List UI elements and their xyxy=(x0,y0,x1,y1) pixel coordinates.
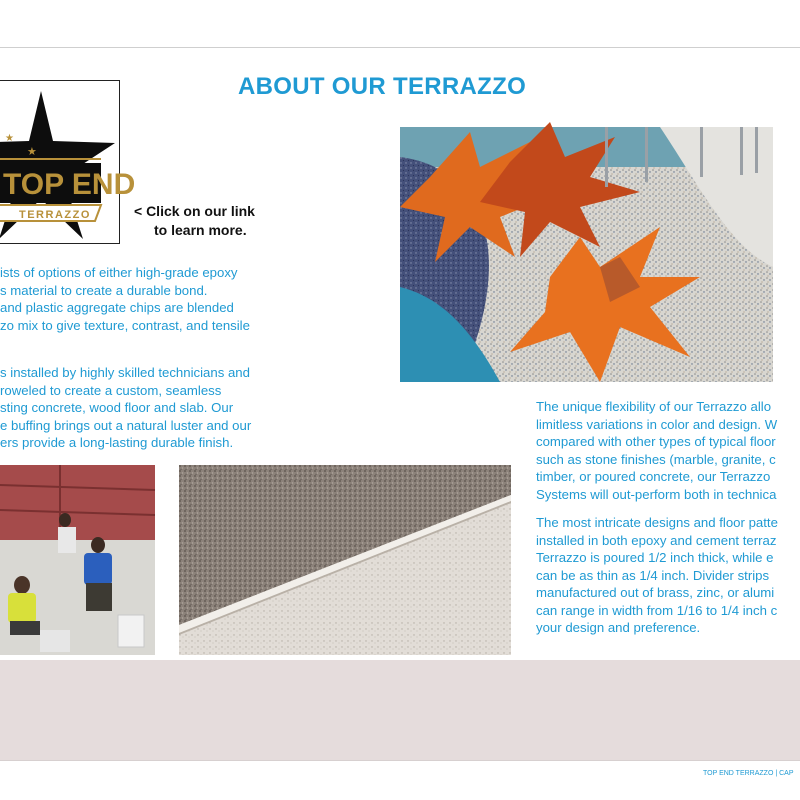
right-paragraph-2 xyxy=(536,514,778,637)
text-line: manufactured out of brass, zinc, or alumi xyxy=(536,585,775,600)
logo-title: TOP END xyxy=(3,168,136,201)
text-line: ists of options of either high-grade epoxy xyxy=(0,265,238,280)
text-line: The unique flexibility of our Terrazzo allo xyxy=(536,399,772,414)
star-logo-icon xyxy=(0,81,136,243)
text-line: Systems will out-perform both in technica xyxy=(536,486,777,502)
footer-divider xyxy=(0,760,800,761)
text-line: e buffing brings out a natural luster and our xyxy=(0,417,252,433)
text-line: such as stone finishes (marble, granite, c xyxy=(536,451,776,467)
text-line: compared with other types of typical floor xyxy=(536,434,776,449)
text-line: s installed by highly skilled technicians and xyxy=(0,365,250,380)
text-line: can range in width from 1/16 to 1/4 inch c xyxy=(536,602,778,618)
text-line: can be as thin as 1/4 inch. Divider strips xyxy=(536,567,770,583)
bottom-band xyxy=(0,660,800,760)
text-line: zo mix to give texture, contrast, and tensile xyxy=(0,317,250,333)
text-line: roweled to create a custom, seamless xyxy=(0,382,222,398)
text-line: limitless variations in color and design. W xyxy=(536,416,778,432)
svg-text:★: ★ xyxy=(5,133,14,144)
right-paragraph-1 xyxy=(536,398,777,503)
text-line: and plastic aggregate chips are blended xyxy=(0,300,234,315)
left-paragraph-1 xyxy=(0,264,250,334)
page-footer: TOP END TERRAZZO | CAP xyxy=(703,770,794,777)
installation-workers-photo xyxy=(0,465,155,655)
top-divider xyxy=(0,47,800,48)
text-line: installed in both epoxy and cement terraz xyxy=(536,532,777,548)
logo-subtitle: TERRAZZO xyxy=(19,209,91,221)
link-note-line2: to learn more. xyxy=(154,222,247,238)
svg-text:★: ★ xyxy=(27,145,37,158)
link-note-line1: < Click on our link xyxy=(134,203,255,219)
text-line: The most intricate designs and floor patte xyxy=(536,515,778,530)
page-title: ABOUT OUR TERRAZZO xyxy=(238,73,527,100)
left-paragraph-2 xyxy=(0,364,251,452)
text-line: timber, or poured concrete, our Terrazzo xyxy=(536,469,771,484)
text-line: your design and preference. xyxy=(536,620,701,635)
text-line: sting concrete, wood floor and slab. Our xyxy=(0,400,234,415)
text-line: ers provide a long-lasting durable finish. xyxy=(0,435,234,450)
link-note xyxy=(134,202,255,240)
terrazzo-step-photo xyxy=(179,465,511,655)
text-line: s material to create a durable bond. xyxy=(0,282,208,298)
company-logo-link[interactable] xyxy=(0,80,136,244)
text-line: Terrazzo is poured 1/2 inch thick, while e xyxy=(536,550,774,565)
terrazzo-floor-photo xyxy=(400,127,773,382)
